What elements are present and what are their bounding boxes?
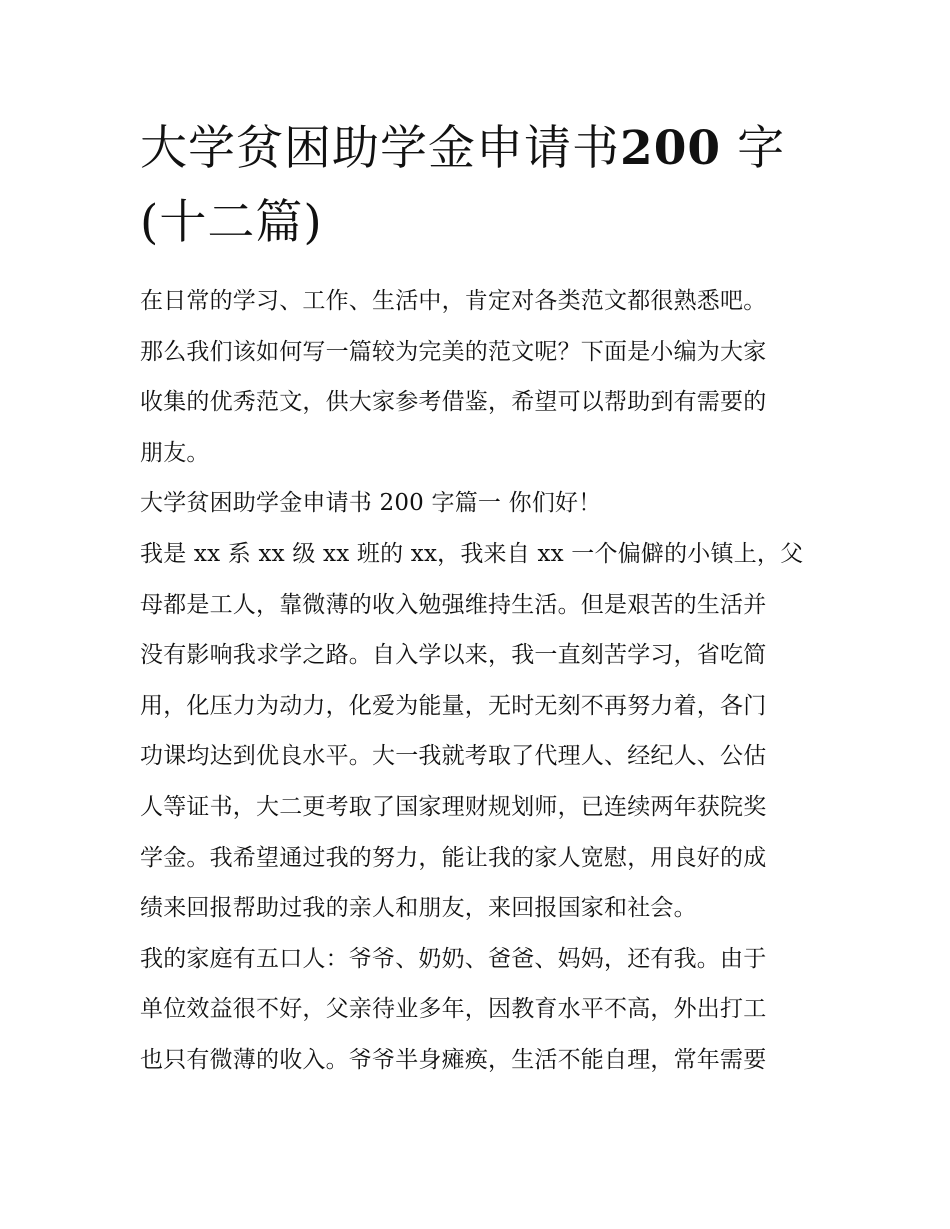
paragraph-family: [140, 934, 812, 1086]
title-subtitle: (十二篇): [140, 195, 323, 250]
paragraph-intro: [140, 276, 812, 478]
text-line: 那么我们该如何写一篇较为完美的范文呢？下面是小编为大家: [140, 338, 767, 365]
text-line: 学金。我希望通过我的努力，能让我的家人宽慰，用良好的成: [140, 844, 767, 871]
text-line: 朋友。: [140, 439, 210, 466]
text-line: 绩来回报帮助过我的亲人和朋友，来回报国家和社会。: [140, 895, 697, 922]
text-line: 大学贫困助学金申请书 200 字篇一 你们好！: [140, 490, 602, 517]
document-body: [140, 276, 812, 1086]
title-text-suffix: 字: [737, 121, 786, 176]
text-line: 功课均达到优良水平。大一我就考取了代理人、经纪人、公估: [140, 743, 767, 770]
text-line: 用，化压力为动力，化爱为能量，无时无刻不再努力着，各门: [140, 692, 767, 719]
title-number: 200: [620, 121, 722, 176]
text-line: 我是 xx 系 xx 级 xx 班的 xx，我来自 xx 一个偏僻的小镇上，父: [140, 540, 804, 567]
text-line: 也只有微薄的收入。爷爷半身瘫痪，生活不能自理，常年需要: [140, 1046, 767, 1073]
text-line: 没有影响我求学之路。自入学以来，我一直刻苦学习，省吃简: [140, 642, 767, 669]
document-title: [140, 112, 820, 260]
text-line: 人等证书，大二更考取了国家理财规划师，已连续两年获院奖: [140, 793, 767, 820]
paragraph-self-intro: [140, 529, 812, 934]
text-line: 收集的优秀范文，供大家参考借鉴，希望可以帮助到有需要的: [140, 389, 767, 416]
text-line: 在日常的学习、工作、生活中，肯定对各类范文都很熟悉吧。: [140, 288, 767, 314]
section-heading: [140, 478, 812, 529]
text-line: 我的家庭有五口人：爷爷、奶奶、爸爸、妈妈，还有我。由于: [140, 945, 767, 972]
text-line: 单位效益很不好，父亲待业多年，因教育水平不高，外出打工: [140, 996, 767, 1023]
text-line: 母都是工人，靠微薄的收入勉强维持生活。但是艰苦的生活并: [140, 591, 767, 618]
title-text: 大学贫困助学金申请书: [140, 121, 620, 176]
